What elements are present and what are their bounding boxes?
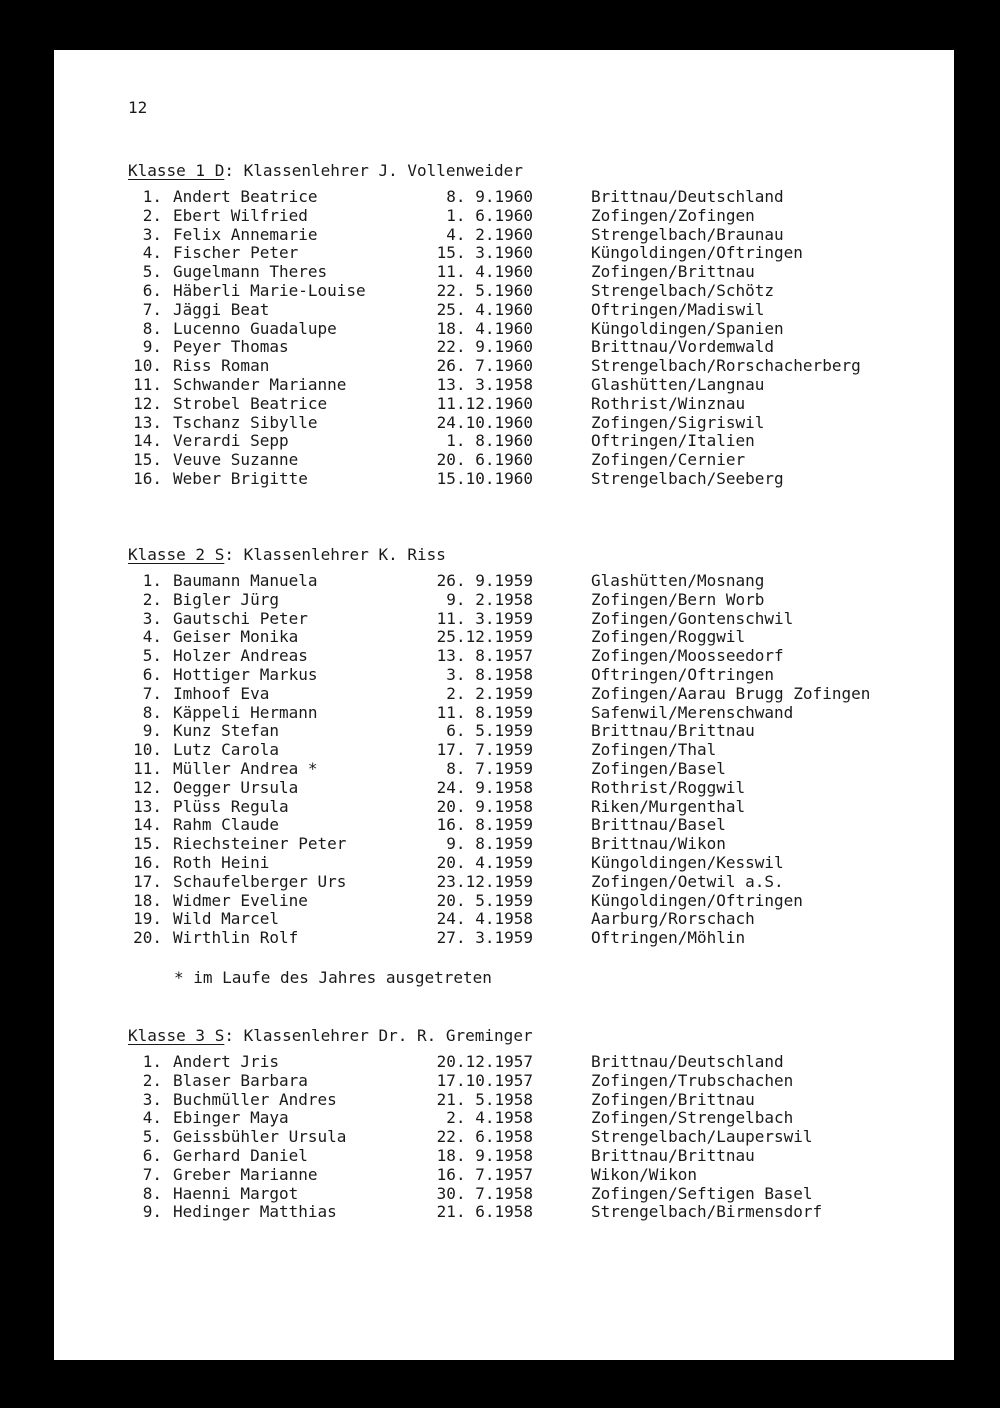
student-name: Weber Brigitte <box>173 468 308 488</box>
student-row <box>128 722 948 741</box>
student-name: Haenni Margot <box>173 1183 299 1203</box>
hometown-origin: Oftringen/Italien <box>591 431 755 451</box>
student-number: 17. <box>133 871 162 891</box>
student-name: Holzer Andreas <box>173 646 308 666</box>
birth-date: 15.10.1960 <box>436 468 533 488</box>
student-name: Häberli Marie-Louise <box>173 280 366 300</box>
student-number: 1. <box>142 571 162 590</box>
student-row <box>128 798 948 817</box>
student-name: Rahm Claude <box>173 815 279 835</box>
birth-date: 20. 6.1960 <box>436 450 533 470</box>
class-section-3s <box>128 1025 948 1222</box>
student-name: Lucenno Guadalupe <box>173 318 337 338</box>
birth-date: 16. 7.1957 <box>436 1164 533 1184</box>
student-name: Hottiger Markus <box>173 664 318 684</box>
student-number: 7. <box>142 683 162 703</box>
hometown-origin: Brittnau/Wikon <box>591 834 726 854</box>
student-number: 9. <box>142 721 162 741</box>
hometown-origin: Glashütten/Mosnang <box>591 571 765 590</box>
student-number: 8. <box>142 1183 162 1203</box>
class-section-2s <box>128 544 948 948</box>
birth-date: 17.10.1957 <box>436 1070 533 1090</box>
student-name: Verardi Sepp <box>173 431 289 451</box>
birth-date: 6. 5.1959 <box>446 721 533 741</box>
hometown-origin: Küngoldingen/Spanien <box>591 318 784 338</box>
hometown-origin: Zofingen/Basel <box>591 758 726 778</box>
birth-date: 11.12.1960 <box>436 393 533 413</box>
student-name: Lutz Carola <box>173 740 279 760</box>
birth-date: 8. 7.1959 <box>446 758 533 778</box>
birth-date: 13. 3.1958 <box>436 374 533 394</box>
student-name: Ebinger Maya <box>173 1108 289 1128</box>
student-number: 3. <box>142 1089 162 1109</box>
hometown-origin: Zofingen/Brittnau <box>591 1089 755 1109</box>
student-name: Andert Beatrice <box>173 187 318 206</box>
birth-date: 11. 3.1959 <box>436 608 533 628</box>
student-row <box>128 873 948 892</box>
student-name: Gerhard Daniel <box>173 1145 308 1165</box>
birth-date: 20. 5.1959 <box>436 890 533 910</box>
section-heading <box>128 1025 948 1047</box>
student-name: Andert Jris <box>173 1052 279 1071</box>
student-row <box>128 816 948 835</box>
hometown-origin: Zofingen/Trubschachen <box>591 1070 794 1090</box>
birth-date: 3. 8.1958 <box>446 664 533 684</box>
student-row <box>128 226 948 245</box>
student-row <box>128 647 948 666</box>
hometown-origin: Küngoldingen/Oftringen <box>591 243 803 263</box>
birth-date: 11. 4.1960 <box>436 262 533 282</box>
student-number: 12. <box>133 777 162 797</box>
birth-date: 20.12.1957 <box>436 1052 533 1071</box>
student-row <box>128 741 948 760</box>
student-row <box>128 451 948 470</box>
hometown-origin: Küngoldingen/Kesswil <box>591 852 784 872</box>
student-row <box>128 760 948 779</box>
student-row <box>128 610 948 629</box>
birth-date: 18. 9.1958 <box>436 1145 533 1165</box>
student-number: 5. <box>142 1127 162 1147</box>
student-number: 12. <box>133 393 162 413</box>
student-number: 19. <box>133 909 162 929</box>
student-row <box>128 835 948 854</box>
hometown-origin: Zofingen/Seftigen Basel <box>591 1183 813 1203</box>
student-number: 3. <box>142 224 162 244</box>
student-name: Riechsteiner Peter <box>173 834 347 854</box>
hometown-origin: Zofingen/Sigriswil <box>591 412 765 432</box>
student-row <box>128 628 948 647</box>
birth-date: 9. 2.1958 <box>446 589 533 609</box>
student-name: Wirthlin Rolf <box>173 928 299 948</box>
student-number: 1. <box>142 187 162 206</box>
hometown-origin: Zofingen/Thal <box>591 740 717 760</box>
student-row <box>128 470 948 489</box>
student-number: 11. <box>133 758 162 778</box>
hometown-origin: Strengelbach/Seeberg <box>591 468 784 488</box>
hometown-origin: Zofingen/Gontenschwil <box>591 608 794 628</box>
student-name: Felix Annemarie <box>173 224 318 244</box>
student-number: 2. <box>142 1070 162 1090</box>
birth-date: 26. 7.1960 <box>436 356 533 376</box>
student-number: 1. <box>142 1052 162 1071</box>
student-name: Ebert Wilfried <box>173 205 308 225</box>
student-name: Oegger Ursula <box>173 777 299 797</box>
student-name: Schaufelberger Urs <box>173 871 347 891</box>
student-name: Peyer Thomas <box>173 337 289 357</box>
student-number: 3. <box>142 608 162 628</box>
student-number: 11. <box>133 374 162 394</box>
student-number: 6. <box>142 280 162 300</box>
hometown-origin: Zofingen/Moosseedorf <box>591 646 784 666</box>
birth-date: 24. 9.1958 <box>436 777 533 797</box>
student-list <box>128 188 948 489</box>
hometown-origin: Rothrist/Roggwil <box>591 777 746 797</box>
student-row <box>128 1109 948 1128</box>
student-row <box>128 432 948 451</box>
class-label: Klasse 1 D <box>128 161 225 180</box>
student-row <box>128 244 948 263</box>
student-name: Schwander Marianne <box>173 374 347 394</box>
student-name: Geissbühler Ursula <box>173 1127 347 1147</box>
hometown-origin: Strengelbach/Schötz <box>591 280 775 300</box>
class-section-1d <box>128 160 948 489</box>
student-row <box>128 1203 948 1222</box>
student-number: 16. <box>133 468 162 488</box>
student-list <box>128 1053 948 1222</box>
birth-date: 15. 3.1960 <box>436 243 533 263</box>
student-name: Jäggi Beat <box>173 299 270 319</box>
student-number: 8. <box>142 318 162 338</box>
student-row <box>128 704 948 723</box>
student-row <box>128 1166 948 1185</box>
student-number: 16. <box>133 852 162 872</box>
birth-date: 24. 4.1958 <box>436 909 533 929</box>
student-row <box>128 301 948 320</box>
birth-date: 21. 5.1958 <box>436 1089 533 1109</box>
student-row <box>128 854 948 873</box>
student-number: 6. <box>142 664 162 684</box>
student-row <box>128 207 948 226</box>
section-heading <box>128 544 948 566</box>
student-row <box>128 779 948 798</box>
hometown-origin: Brittnau/Deutschland <box>591 187 784 206</box>
document-page <box>54 50 954 1360</box>
birth-date: 20. 4.1959 <box>436 852 533 872</box>
hometown-origin: Riken/Murgenthal <box>591 796 746 816</box>
birth-date: 1. 6.1960 <box>446 205 533 225</box>
student-row <box>128 395 948 414</box>
student-number: 9. <box>142 337 162 357</box>
student-number: 4. <box>142 627 162 647</box>
student-number: 15. <box>133 834 162 854</box>
student-number: 13. <box>133 796 162 816</box>
hometown-origin: Zofingen/Zofingen <box>591 205 755 225</box>
birth-date: 21. 6.1958 <box>436 1202 533 1222</box>
student-name: Käppeli Hermann <box>173 702 318 722</box>
student-row <box>128 666 948 685</box>
student-name: Müller Andrea * <box>173 758 318 778</box>
student-row <box>128 357 948 376</box>
hometown-origin: Aarburg/Rorschach <box>591 909 755 929</box>
hometown-origin: Zofingen/Oetwil a.S. <box>591 871 784 891</box>
hometown-origin: Glashütten/Langnau <box>591 374 765 394</box>
birth-date: 17. 7.1959 <box>436 740 533 760</box>
birth-date: 8. 9.1960 <box>446 187 533 206</box>
birth-date: 2. 4.1958 <box>446 1108 533 1128</box>
birth-date: 27. 3.1959 <box>436 928 533 948</box>
student-number: 5. <box>142 646 162 666</box>
student-name: Roth Heini <box>173 852 270 872</box>
student-name: Riss Roman <box>173 356 270 376</box>
student-number: 20. <box>133 928 162 948</box>
student-number: 2. <box>142 205 162 225</box>
student-row <box>128 910 948 929</box>
page-number: 12 <box>128 98 148 117</box>
hometown-origin: Brittnau/Vordemwald <box>591 337 775 357</box>
student-number: 10. <box>133 356 162 376</box>
student-number: 2. <box>142 589 162 609</box>
teacher-label: : Klassenlehrer J. Vollenweider <box>224 161 523 180</box>
student-row <box>128 892 948 911</box>
birth-date: 24.10.1960 <box>436 412 533 432</box>
student-name: Greber Marianne <box>173 1164 318 1184</box>
student-row <box>128 376 948 395</box>
birth-date: 16. 8.1959 <box>436 815 533 835</box>
student-name: Plüss Regula <box>173 796 289 816</box>
student-name: Strobel Beatrice <box>173 393 328 413</box>
teacher-label: : Klassenlehrer Dr. R. Greminger <box>224 1026 533 1045</box>
birth-date: 30. 7.1958 <box>436 1183 533 1203</box>
teacher-label: : Klassenlehrer K. Riss <box>224 545 446 564</box>
hometown-origin: Rothrist/Winznau <box>591 393 746 413</box>
student-name: Baumann Manuela <box>173 571 318 590</box>
student-row <box>128 263 948 282</box>
hometown-origin: Oftringen/Madiswil <box>591 299 765 319</box>
student-name: Kunz Stefan <box>173 721 279 741</box>
student-name: Buchmüller Andres <box>173 1089 337 1109</box>
hometown-origin: Brittnau/Brittnau <box>591 721 755 741</box>
student-number: 5. <box>142 262 162 282</box>
hometown-origin: Strengelbach/Braunau <box>591 224 784 244</box>
student-number: 10. <box>133 740 162 760</box>
student-name: Gugelmann Theres <box>173 262 328 282</box>
hometown-origin: Oftringen/Möhlin <box>591 928 746 948</box>
birth-date: 25. 4.1960 <box>436 299 533 319</box>
student-row <box>128 685 948 704</box>
footnote: * im Laufe des Jahres ausgetreten <box>174 968 492 987</box>
student-number: 7. <box>142 299 162 319</box>
student-list <box>128 572 948 948</box>
section-heading <box>128 160 948 182</box>
student-name: Widmer Eveline <box>173 890 308 910</box>
hometown-origin: Oftringen/Oftringen <box>591 664 775 684</box>
class-label: Klasse 2 S <box>128 545 225 564</box>
hometown-origin: Zofingen/Strengelbach <box>591 1108 794 1128</box>
student-row <box>128 929 948 948</box>
student-number: 18. <box>133 890 162 910</box>
birth-date: 22. 5.1960 <box>436 280 533 300</box>
hometown-origin: Brittnau/Basel <box>591 815 726 835</box>
student-name: Wild Marcel <box>173 909 279 929</box>
student-row <box>128 1185 948 1204</box>
hometown-origin: Wikon/Wikon <box>591 1164 697 1184</box>
hometown-origin: Zofingen/Roggwil <box>591 627 746 647</box>
student-row <box>128 414 948 433</box>
birth-date: 22. 6.1958 <box>436 1127 533 1147</box>
hometown-origin: Zofingen/Brittnau <box>591 262 755 282</box>
student-name: Fischer Peter <box>173 243 299 263</box>
student-row <box>128 188 948 207</box>
student-name: Blaser Barbara <box>173 1070 308 1090</box>
student-row <box>128 1072 948 1091</box>
student-number: 14. <box>133 431 162 451</box>
hometown-origin: Küngoldingen/Oftringen <box>591 890 803 910</box>
birth-date: 2. 2.1959 <box>446 683 533 703</box>
student-row <box>128 1091 948 1110</box>
student-number: 8. <box>142 702 162 722</box>
student-name: Imhoof Eva <box>173 683 270 703</box>
birth-date: 25.12.1959 <box>436 627 533 647</box>
birth-date: 20. 9.1958 <box>436 796 533 816</box>
student-name: Gautschi Peter <box>173 608 308 628</box>
birth-date: 9. 8.1959 <box>446 834 533 854</box>
student-row <box>128 320 948 339</box>
student-row <box>128 1147 948 1166</box>
hometown-origin: Brittnau/Brittnau <box>591 1145 755 1165</box>
student-number: 6. <box>142 1145 162 1165</box>
birth-date: 11. 8.1959 <box>436 702 533 722</box>
student-row <box>128 1128 948 1147</box>
birth-date: 13. 8.1957 <box>436 646 533 666</box>
hometown-origin: Safenwil/Merenschwand <box>591 702 794 722</box>
birth-date: 4. 2.1960 <box>446 224 533 244</box>
student-row <box>128 282 948 301</box>
student-name: Geiser Monika <box>173 627 299 647</box>
hometown-origin: Strengelbach/Birmensdorf <box>591 1202 823 1222</box>
hometown-origin: Zofingen/Cernier <box>591 450 746 470</box>
student-number: 13. <box>133 412 162 432</box>
student-name: Hedinger Matthias <box>173 1202 337 1222</box>
birth-date: 23.12.1959 <box>436 871 533 891</box>
student-row <box>128 572 948 591</box>
student-row <box>128 591 948 610</box>
hometown-origin: Brittnau/Deutschland <box>591 1052 784 1071</box>
student-number: 4. <box>142 1108 162 1128</box>
class-label: Klasse 3 S <box>128 1026 225 1045</box>
student-row <box>128 338 948 357</box>
hometown-origin: Strengelbach/Rorschacherberg <box>591 356 861 376</box>
birth-date: 22. 9.1960 <box>436 337 533 357</box>
student-number: 14. <box>133 815 162 835</box>
birth-date: 26. 9.1959 <box>436 571 533 590</box>
hometown-origin: Strengelbach/Lauperswil <box>591 1127 813 1147</box>
student-number: 15. <box>133 450 162 470</box>
birth-date: 18. 4.1960 <box>436 318 533 338</box>
student-row <box>128 1053 948 1072</box>
student-number: 7. <box>142 1164 162 1184</box>
student-name: Bigler Jürg <box>173 589 279 609</box>
student-number: 4. <box>142 243 162 263</box>
hometown-origin: Zofingen/Bern Worb <box>591 589 765 609</box>
birth-date: 1. 8.1960 <box>446 431 533 451</box>
student-number: 9. <box>142 1202 162 1222</box>
student-name: Tschanz Sibylle <box>173 412 318 432</box>
student-name: Veuve Suzanne <box>173 450 299 470</box>
hometown-origin: Zofingen/Aarau Brugg Zofingen <box>591 683 871 703</box>
